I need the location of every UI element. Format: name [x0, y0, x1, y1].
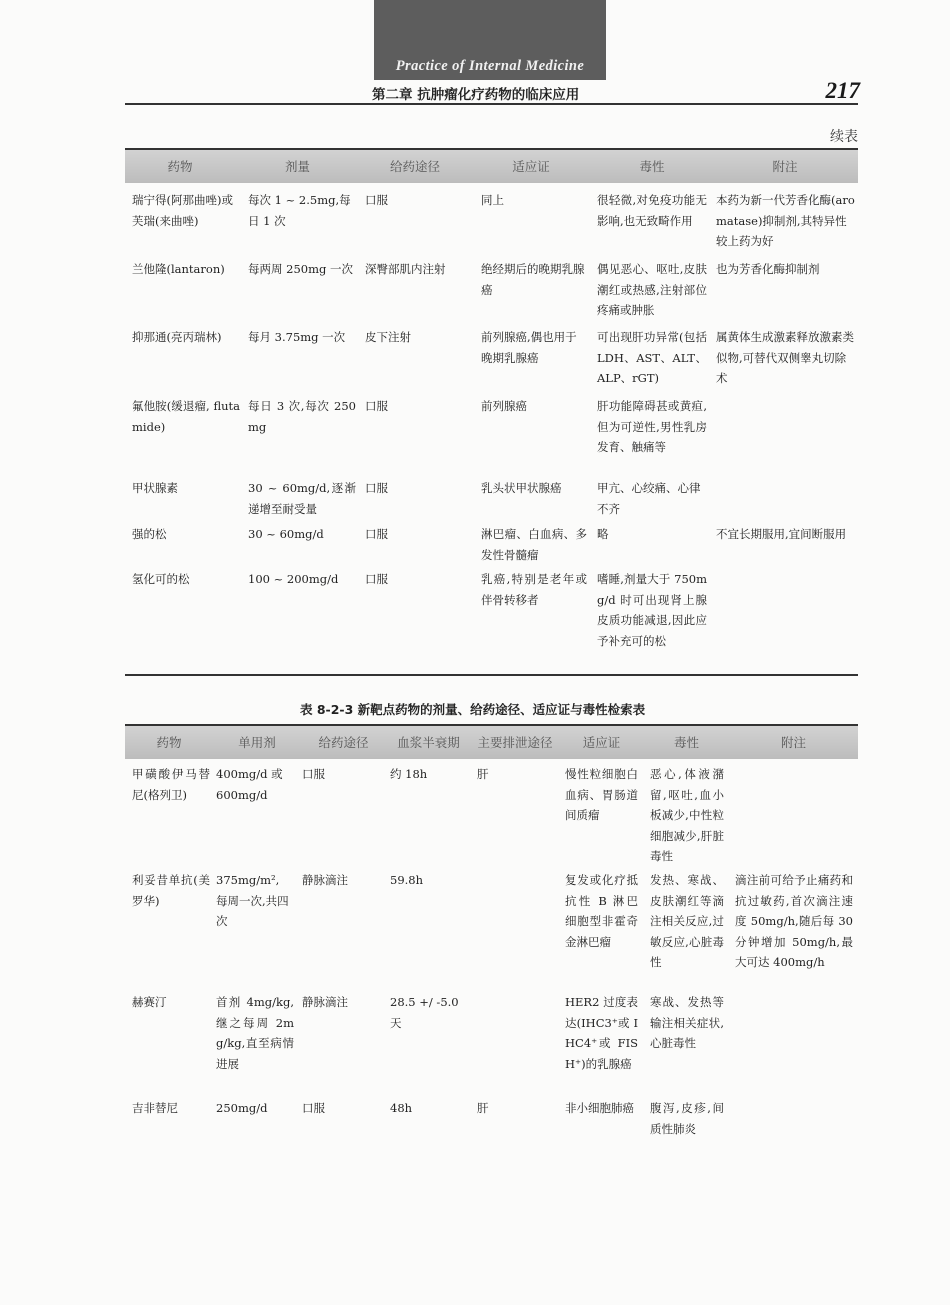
table-cell: 绝经期后的晚期乳腺癌 — [481, 262, 585, 297]
table-cell: 略 — [597, 527, 609, 541]
column-header: 药物 — [167, 159, 193, 174]
table-cell: 滴注前可给予止痛药和抗过敏药,首次滴注速度 50mg/h,随后每 30 分钟增加 50mg/h,最大可达 400mg/h — [735, 873, 853, 969]
table-cell: 每月 3.75mg 一次 — [248, 330, 346, 344]
column-header: 单用剂 — [238, 735, 276, 750]
table-cell: 口服 — [302, 1101, 325, 1115]
table-cell: 每次 1 ~ 2.5mg,每日 1 次 — [248, 193, 351, 228]
table-cell: 氟他胺(缓退瘤, flutamide) — [132, 399, 240, 434]
table-1-header — [125, 148, 858, 183]
column-header: 给药途径 — [389, 159, 440, 174]
table-cell: 48h — [390, 1101, 413, 1115]
column-header: 附注 — [780, 735, 806, 750]
table-cell: 59.8h — [390, 873, 424, 887]
table-2-caption: 表 8-2-3 新靶点药物的剂量、给药途径、适应证与毒性检索表 — [300, 702, 646, 717]
table-cell: 偶见恶心、呕吐,皮肤潮红或热感,注射部位疼痛或肿胀 — [597, 262, 707, 317]
table-cell: 嗜睡,剂量大于 750mg/d 时可出现肾上腺皮质功能减退,因此应予补充可的松 — [597, 572, 707, 648]
table-cell: 前列腺癌,偶也用于晚期乳腺癌 — [481, 330, 577, 365]
table-cell: 首剂 4mg/kg, 继之每周 2mg/kg,直至病情进展 — [216, 995, 294, 1071]
column-header: 主要排泄途径 — [477, 735, 553, 750]
table-cell: 250mg/d — [216, 1101, 268, 1115]
table-cell: 也为芳香化酶抑制剂 — [716, 262, 820, 276]
continued-label: 续表 — [830, 129, 858, 145]
column-header: 毒性 — [673, 735, 699, 750]
table-cell: 淋巴瘤、白血病、多发性骨髓瘤 — [481, 527, 587, 562]
chapter-title: 第二章 抗肿瘤化疗药物的临床应用 — [372, 87, 580, 103]
table-cell: 瑞宁得(阿那曲唑)或芙瑞(来曲唑) — [132, 193, 233, 228]
table-cell: 每两周 250mg 一次 — [248, 262, 354, 276]
table-cell: 吉非替尼 — [132, 1101, 178, 1115]
table-cell: 本药为新一代芳香化酶(aromatase)抑制剂,其特异性较上药为好 — [716, 193, 855, 248]
table-cell: 复发或化疗抵抗性 B 淋巴细胞型非霍奇金淋巴瘤 — [565, 873, 638, 949]
table-cell: 静脉滴注 — [302, 873, 348, 887]
table-cell: 恶心,体液潴留,呕吐,血小板减少,中性粒细胞减少,肝脏毒性 — [650, 767, 724, 863]
table-cell: 强的松 — [132, 527, 167, 541]
column-header: 适应证 — [512, 159, 550, 174]
table-cell: 口服 — [302, 767, 325, 781]
table-cell: 乳头状甲状腺癌 — [481, 481, 562, 495]
table-cell: 同上 — [481, 193, 504, 207]
table-cell: 氢化可的松 — [132, 572, 190, 586]
table-cell: 每日 3 次,每次 250mg — [248, 399, 356, 434]
table-cell: 很轻微,对免疫功能无影响,也无致畸作用 — [597, 193, 707, 228]
table-cell: 皮下注射 — [365, 330, 411, 344]
table-cell: 口服 — [365, 193, 388, 207]
table-cell: 30 ~ 60mg/d — [248, 527, 324, 541]
table-cell: 前列腺癌 — [481, 399, 527, 413]
header-banner — [374, 0, 606, 80]
table-cell: 深臀部肌内注射 — [365, 262, 446, 276]
banner-title: Practice of Internal Medicine — [395, 58, 585, 74]
table-cell: 约 18h — [390, 767, 428, 781]
table-cell: 静脉滴注 — [302, 995, 348, 1009]
table-cell: 甲亢、心绞痛、心律不齐 — [597, 481, 701, 516]
table-cell: 乳癌,特别是老年或伴骨转移者 — [481, 572, 587, 607]
column-header: 适应证 — [582, 735, 621, 750]
header-rule — [125, 103, 858, 105]
table-cell: 甲状腺素 — [132, 481, 178, 495]
table-cell: 利妥昔单抗(美罗华) — [132, 873, 210, 908]
column-header: 药物 — [156, 735, 182, 750]
table-cell: HER2 过度表达(IHC3⁺或 IHC4⁺或 FISH⁺)的乳腺癌 — [565, 995, 638, 1071]
table-cell: 肝 — [477, 767, 489, 781]
column-header: 毒性 — [639, 159, 665, 174]
table-cell: 抑那通(亮丙瑞林) — [132, 330, 222, 344]
column-header: 给药途径 — [318, 735, 369, 750]
table-cell: 28.5 +/ -5.0 天 — [390, 995, 459, 1030]
table-cell: 30 ~ 60mg/d,逐渐递增至耐受量 — [248, 481, 356, 516]
table-cell: 慢性粒细胞白血病、胃肠道间质瘤 — [565, 767, 638, 822]
page-number: 217 — [825, 78, 860, 103]
column-header: 血浆半衰期 — [397, 735, 460, 750]
table-cell: 非小细胞肺癌 — [565, 1101, 634, 1115]
table-cell: 赫赛汀 — [132, 995, 167, 1009]
table-cell: 不宜长期服用,宜间断服用 — [716, 527, 847, 541]
table-cell: 属黄体生成激素释放激素类似物,可替代双侧睾丸切除术 — [716, 330, 854, 385]
table-cell: 腹泻,皮疹,间质性肺炎 — [650, 1101, 724, 1136]
table-cell: 口服 — [365, 527, 388, 541]
table-cell: 口服 — [365, 572, 388, 586]
table-2 — [125, 724, 858, 1154]
table-cell: 甲磺酸伊马替尼(格列卫) — [132, 767, 210, 802]
table-cell: 可出现肝功异常(包括 LDH、AST、ALT、ALP、rGT) — [597, 330, 707, 385]
column-header: 剂量 — [284, 159, 310, 174]
table-cell: 兰他隆(lantaron) — [132, 262, 225, 276]
table-cell: 肝功能障碍甚或黄疸,但为可逆性,男性乳房发育、触痛等 — [597, 399, 707, 454]
table-cell: 肝 — [477, 1101, 489, 1115]
table-cell: 口服 — [365, 399, 388, 413]
table-cell: 375mg/m², 每周一次,共四次 — [216, 873, 289, 928]
table-cell: 寒战、发热等输注相关症状,心脏毒性 — [650, 995, 724, 1050]
table-cell: 400mg/d 或 600mg/d — [216, 767, 283, 802]
table-cell: 发热、寒战、皮肤潮红等滴注相关反应,过敏反应,心脏毒性 — [650, 873, 724, 969]
table-cell: 100 ~ 200mg/d — [248, 572, 339, 586]
table-1-bottom-rule — [125, 674, 858, 676]
table-cell: 口服 — [365, 481, 388, 495]
column-header: 附注 — [772, 159, 798, 174]
table-1 — [125, 148, 858, 678]
table-2-header — [125, 724, 858, 759]
